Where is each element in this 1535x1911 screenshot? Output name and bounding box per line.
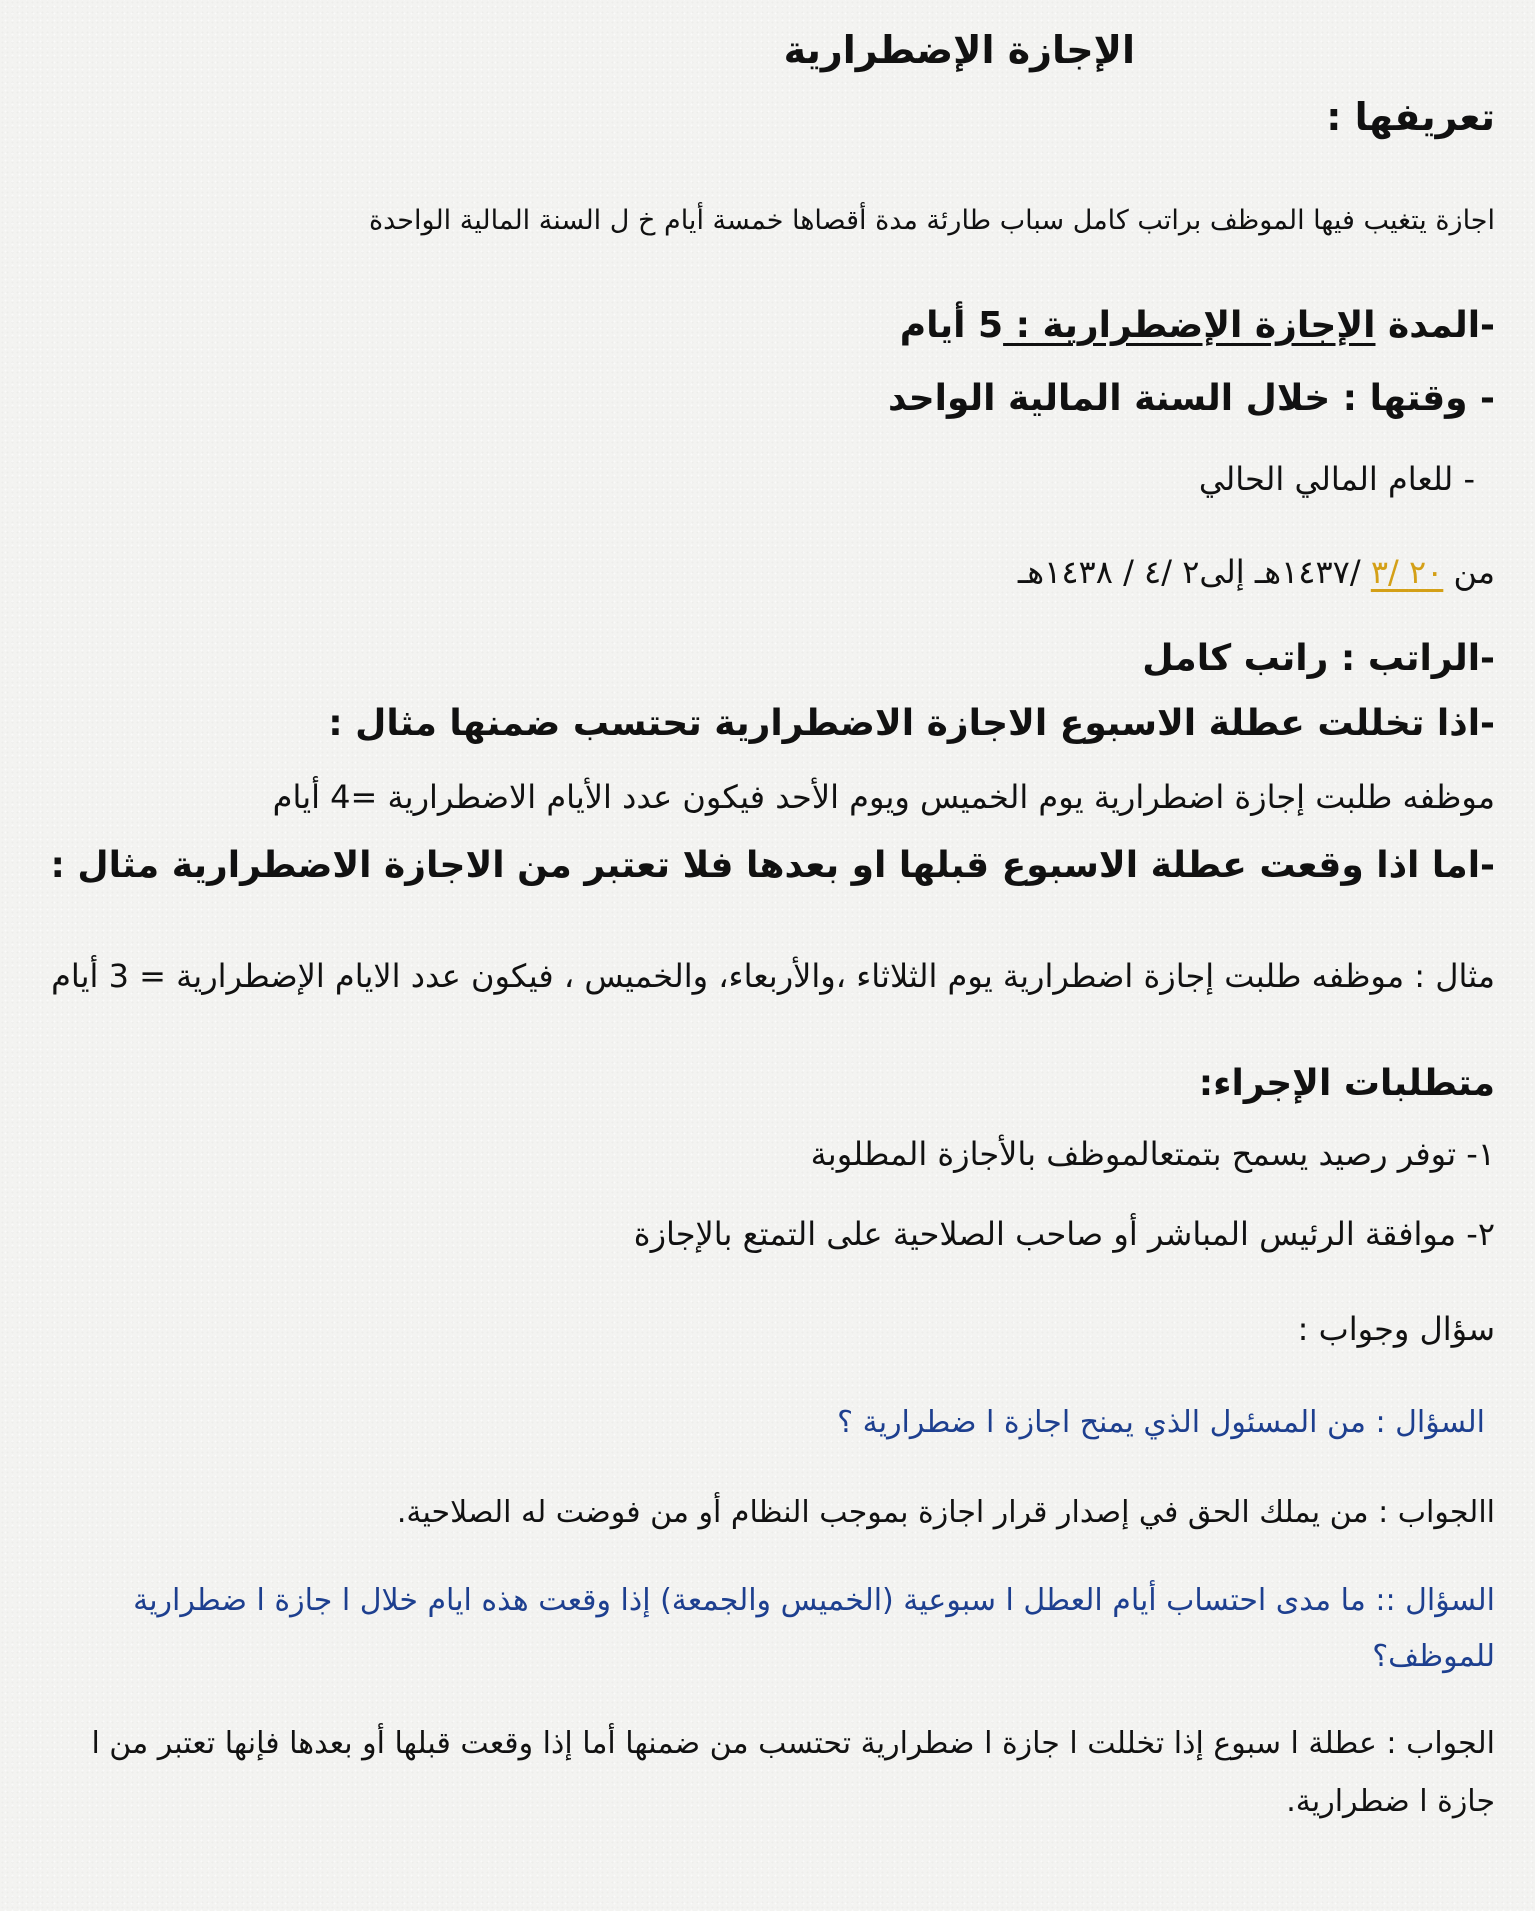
weekend-inside-line: -اذا تخللت عطلة الاسبوع الاجازة الاضطرارية تحتسب ضمنها مثال : [328, 703, 1495, 744]
definition-heading: تعريفها : [1326, 95, 1495, 139]
current-year-line: - للعام المالي الحالي [1198, 460, 1475, 498]
question-one: السؤال : من المسئول الذي يمنح اجازة ا ضطرارية ؟ [837, 1405, 1485, 1440]
example-one: موظفه طلبت إجازة اضطرارية يوم الخميس ويوم الأحد فيكون عدد الأيام الاضطرارية =4 أيام [272, 778, 1495, 816]
duration-label: الإجازة الإضطرارية : [1003, 305, 1376, 346]
salary-line: -الراتب : راتب كامل [1142, 638, 1495, 679]
qa-heading: سؤال وجواب : [1297, 1310, 1495, 1348]
requirement-item: ١- توفر رصيد يسمح بتمتعالموظف بالأجازة المطلوبة [810, 1135, 1495, 1173]
answer-two: الجواب : عطلة ا سبوع إذا تخللت ا جازة ا ضطرارية تحتسب من ضمنها أما إذا وقعت قبلها أو بعدها فإنها تعتبر من ا جازة ا ضطرارية. [91, 1726, 1495, 1819]
definition-text: اجازة يتغيب فيها الموظف براتب كامل سباب طارئة مدة أقصاها خمسة أيام خ ل السنة المالية الواحدة [368, 205, 1495, 236]
date-range-rest: /١٤٣٧هـ إلى٢ /٤ / ١٤٣٨هـ [1017, 553, 1371, 591]
duration-prefix: -المدة [1375, 305, 1495, 346]
duration-value: 5 أيام [899, 305, 1004, 346]
duration-line [900, 305, 1495, 346]
date-range-line [1018, 553, 1495, 591]
answer-one: االجواب : من يملك الحق في إصدار قرار اجازة بموجب النظام أو من فوضت له الصلاحية. [396, 1495, 1495, 1530]
question-two: السؤال :: ما مدى احتساب أيام العطل ا سبوعية (الخميس والجمعة) إذا وقعت هذه ايام خلال ا جازة ا ضطرارية للموظف؟ [133, 1583, 1495, 1674]
timing-line: - وقتها : خلال السنة المالية الواحد [887, 378, 1495, 419]
requirement-item: ٢- موافقة الرئيس المباشر أو صاحب الصلاحية على التمتع بالإجازة [633, 1215, 1495, 1253]
weekend-outside-line: -اما اذا وقعت عطلة الاسبوع قبلها او بعدها فلا تعتبر من الاجازة الاضطرارية مثال : [50, 845, 1495, 886]
requirements-heading: متطلبات الإجراء: [1198, 1063, 1495, 1104]
example-two: مثال : موظفه طلبت إجازة اضطرارية يوم الثلاثاء ،والأربعاء، والخميس ، فيكون عدد الايام الإضطرارية = 3 أيام [51, 957, 1495, 995]
page-title: الإجازة الإضطرارية [783, 28, 1135, 72]
date-range-from: من [1443, 553, 1495, 591]
date-range-start-highlight: ٢٠ /٣ [1370, 553, 1444, 591]
